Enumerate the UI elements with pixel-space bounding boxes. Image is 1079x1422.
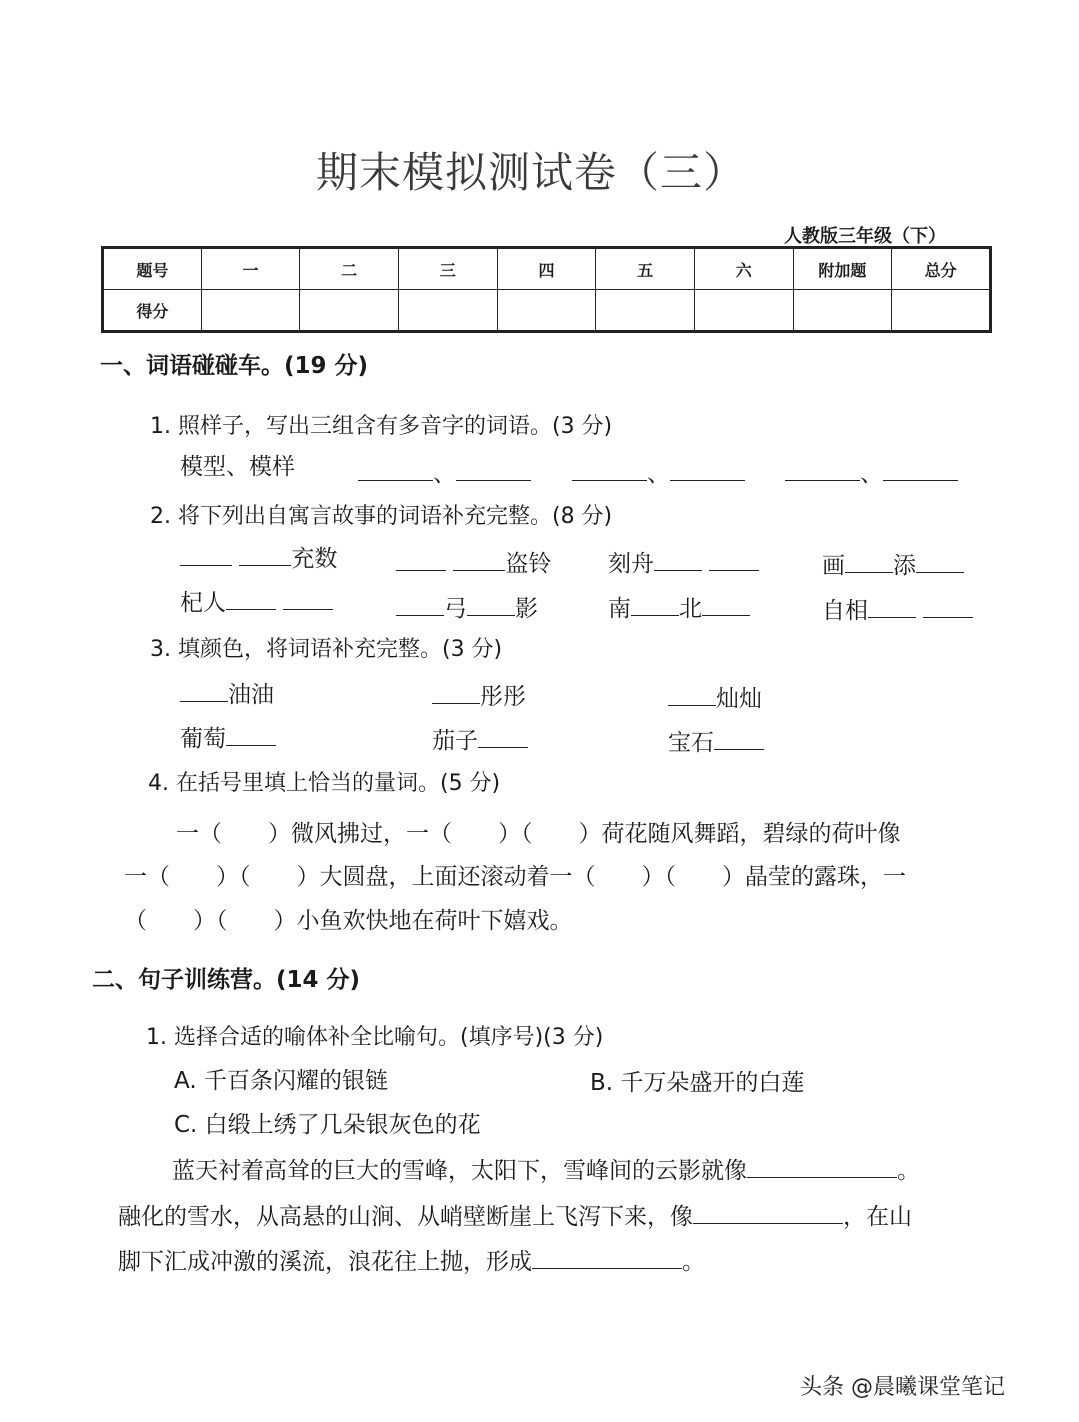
score-table-col: 二 — [300, 248, 399, 290]
word: 南 — [608, 596, 631, 622]
word: 油油 — [228, 682, 274, 708]
para-text: 。 — [682, 1249, 705, 1275]
answer-blank[interactable] — [467, 592, 515, 616]
word: 影 — [515, 596, 538, 622]
answer-blank[interactable] — [923, 594, 973, 618]
color-qiezi — [432, 722, 528, 755]
answer-blank[interactable] — [283, 586, 333, 610]
score-table-col: 六 — [694, 248, 793, 290]
score-cell[interactable] — [201, 290, 300, 332]
answer-blank[interactable] — [654, 547, 702, 571]
idiom-nanbei — [608, 590, 750, 623]
para-text: 脚下汇成冲激的溪流，浪花往上抛，形成 — [118, 1249, 532, 1275]
idiom-qiren — [180, 584, 333, 617]
s2-q1-prompt: 1. 选择合适的喻体补全比喻句。(填序号)(3 分) — [146, 1025, 604, 1050]
section2-heading: 二、句子训练营。(14 分) — [92, 967, 361, 993]
para-text: 。 — [897, 1158, 920, 1184]
answer-blank[interactable] — [709, 547, 759, 571]
word: 充数 — [291, 546, 338, 572]
idiom-beigong — [396, 590, 538, 623]
answer-blank[interactable] — [453, 547, 505, 571]
color-putao — [180, 720, 276, 753]
edition-label: 人教版三年级（下） — [784, 226, 946, 247]
score-table-header-label: 题号 — [103, 248, 202, 290]
color-tongtong — [432, 678, 526, 711]
answer-blank[interactable] — [180, 542, 232, 566]
answer-blank[interactable] — [239, 542, 291, 566]
option-b: B. 千万朵盛开的白莲 — [590, 1070, 805, 1096]
score-table-col: 一 — [201, 248, 300, 290]
answer-blank[interactable] — [714, 726, 764, 750]
word: 葡萄 — [180, 726, 226, 752]
s1-q2-prompt: 2. 将下列出自寓言故事的词语补充完整。(8 分) — [150, 504, 613, 529]
score-cell[interactable] — [793, 290, 892, 332]
score-table-score-row — [103, 290, 991, 332]
answer-blank[interactable] — [572, 457, 647, 481]
word: 自相 — [822, 598, 868, 624]
s1-q4-prompt: 4. 在括号里填上恰当的量词。(5 分) — [148, 771, 501, 796]
idiom-zixiang — [822, 592, 973, 625]
word: 杞人 — [180, 590, 226, 616]
answer-blank[interactable] — [631, 592, 679, 616]
score-cell[interactable] — [596, 290, 695, 332]
answer-blank[interactable] — [693, 1200, 843, 1224]
word: 添 — [893, 553, 916, 579]
score-table-col: 五 — [596, 248, 695, 290]
color-cancan — [668, 680, 762, 713]
s1-q1-answer-pair — [358, 455, 531, 488]
answer-blank[interactable] — [670, 457, 745, 481]
answer-blank[interactable] — [226, 722, 276, 746]
s2-para-line — [172, 1152, 920, 1185]
section1-heading: 一、词语碰碰车。(19 分) — [100, 353, 369, 379]
score-cell[interactable] — [497, 290, 596, 332]
answer-blank[interactable] — [845, 549, 893, 573]
page-title: 期末模拟测试卷（三） — [316, 148, 747, 197]
score-cell[interactable] — [694, 290, 793, 332]
answer-blank[interactable] — [532, 1245, 682, 1269]
word: 北 — [679, 596, 702, 622]
s1-q3-prompt: 3. 填颜色，将词语补充完整。(3 分) — [150, 637, 503, 662]
score-table-col: 三 — [398, 248, 497, 290]
s1-q1-answer-pair — [572, 455, 745, 488]
answer-blank[interactable] — [747, 1154, 897, 1178]
score-table-col: 总分 — [892, 248, 991, 290]
color-youyou — [180, 676, 274, 709]
para-text: 融化的雪水，从高悬的山涧、从峭壁断崖上飞泻下来，像 — [118, 1204, 693, 1230]
s1-q1-prompt: 1. 照样子，写出三组含有多音字的词语。(3 分) — [150, 414, 613, 439]
s1-q4-line: （ ）（ ）小鱼欢快地在荷叶下嬉戏。 — [124, 908, 573, 934]
watermark: 头条 @晨曦课堂笔记 — [800, 1375, 1005, 1400]
answer-blank[interactable] — [358, 457, 433, 481]
answer-blank[interactable] — [702, 592, 750, 616]
word: 灿灿 — [716, 686, 762, 712]
answer-blank[interactable] — [868, 594, 916, 618]
answer-blank[interactable] — [883, 457, 958, 481]
word: 画 — [822, 553, 845, 579]
answer-blank[interactable] — [916, 549, 964, 573]
word: 盗铃 — [505, 551, 552, 577]
word: 弓 — [444, 596, 467, 622]
idiom-chongshu — [180, 540, 337, 573]
answer-blank[interactable] — [478, 724, 528, 748]
answer-blank[interactable] — [785, 457, 860, 481]
word: 彤彤 — [480, 684, 526, 710]
answer-blank[interactable] — [668, 682, 716, 706]
para-text: ，在山 — [843, 1204, 912, 1230]
s1-q1-answer-pair — [785, 455, 958, 488]
s1-q4-line: 一（ ）（ ）大圆盘，上面还滚动着一（ ）（ ）晶莹的露珠，一 — [124, 864, 906, 890]
answer-blank[interactable] — [432, 680, 480, 704]
s2-para-line — [118, 1243, 705, 1276]
idiom-daoling — [396, 545, 551, 578]
score-table-col: 附加题 — [793, 248, 892, 290]
score-cell[interactable] — [892, 290, 991, 332]
s1-q4-line: 一（ ）微风拂过，一（ ）（ ）荷花随风舞蹈，碧绿的荷叶像 — [176, 821, 901, 847]
para-text: 蓝天衬着高耸的巨大的雪峰，太阳下，雪峰间的云影就像 — [172, 1158, 747, 1184]
separator: 、 — [647, 461, 670, 487]
word: 茄子 — [432, 728, 478, 754]
word: 宝石 — [668, 730, 714, 756]
color-baoshi — [668, 724, 764, 757]
option-c: C. 白缎上绣了几朵银灰色的花 — [174, 1112, 481, 1138]
s2-para-line — [118, 1198, 912, 1231]
score-table-col: 四 — [497, 248, 596, 290]
answer-blank[interactable] — [396, 592, 444, 616]
score-cell[interactable] — [398, 290, 497, 332]
separator: 、 — [433, 461, 456, 487]
idiom-huasheti — [822, 547, 964, 580]
score-table — [101, 246, 992, 333]
word: 刻舟 — [608, 551, 654, 577]
score-table-header-row — [103, 248, 991, 290]
idiom-kezhou — [608, 545, 759, 578]
answer-blank[interactable] — [396, 547, 446, 571]
score-table-score-label: 得分 — [103, 290, 202, 332]
s1-q1-example: 模型、模样 — [180, 454, 295, 480]
answer-blank[interactable] — [226, 586, 276, 610]
separator: 、 — [860, 461, 883, 487]
option-a: A. 千百条闪耀的银链 — [174, 1068, 388, 1094]
score-cell[interactable] — [300, 290, 399, 332]
answer-blank[interactable] — [180, 678, 228, 702]
answer-blank[interactable] — [456, 457, 531, 481]
